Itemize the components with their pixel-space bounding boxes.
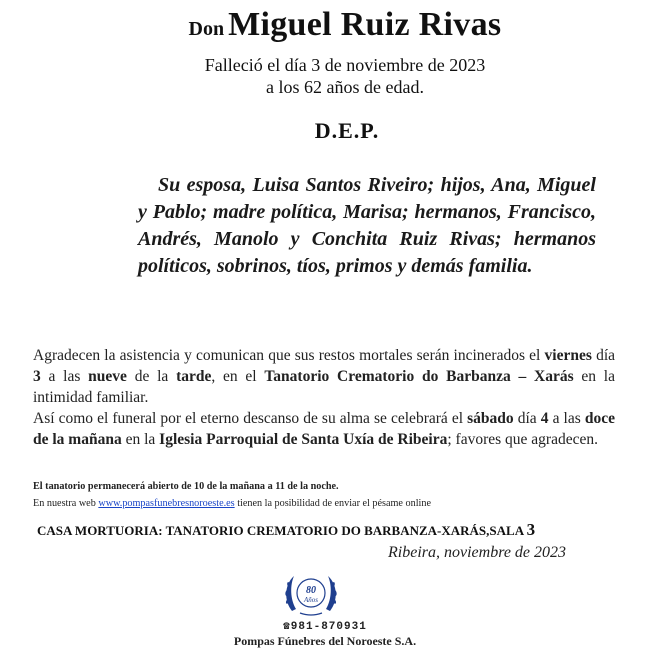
- anniversary-logo-icon: [282, 571, 340, 617]
- text-run: a las: [548, 410, 585, 427]
- text-run: Agradecen la asistencia y comunican que sus restos mortales serán incinerados el: [33, 347, 545, 364]
- text-run: a las: [40, 368, 89, 385]
- dep-heading: D.E.P.: [314, 118, 380, 143]
- company-name: Pompas Fúnebres del Noroeste S.A.: [233, 634, 417, 648]
- name-line: [40, 2, 650, 54]
- text-run-bold: viernes: [544, 347, 592, 364]
- death-date-line: Falleció el día 3 de noviembre de 2023: [204, 55, 486, 75]
- logo-number: 80: [306, 585, 316, 596]
- cremation-paragraph: [33, 345, 615, 408]
- text-run-bold: sábado: [467, 410, 514, 427]
- text-run-bold: nueve: [88, 368, 127, 385]
- text-run: día: [591, 347, 616, 364]
- text-run-bold: Tanatorio Crematorio do Barbanza – Xarás: [264, 368, 574, 385]
- web-notice-text: En nuestra web: [33, 498, 99, 509]
- web-notice-text: tienen la posibilidad de enviar el pésame online: [234, 498, 431, 509]
- text-run: , en el: [211, 368, 265, 385]
- opening-hours-notice: El tanatorio permanecerá abierto de 10 de la mañana a 11 de la noche.: [33, 481, 339, 492]
- family-paragraph: Su esposa, Luisa Santos Riveiro; hijos, Ana, Miguel y Pablo; madre política, Marisa; hermanos, Francisco, Andrés, Manolo y Conchita Ruiz Rivas; hermanos políticos, sobrinos, tíos, primos y demás familia.: [138, 174, 596, 277]
- text-run: ; favores que agradecen.: [447, 431, 598, 448]
- text-run: Así como el funeral por el eterno descanso de su alma se celebrará el: [33, 410, 468, 427]
- phone-number: ☎981-870931: [283, 621, 367, 633]
- honorific: Don: [188, 18, 225, 40]
- text-run: en la: [121, 431, 160, 448]
- text-run-bold: Iglesia Parroquial de Santa Uxía de Ribeira: [159, 431, 448, 448]
- place-date-signoff: Ribeira, noviembre de 2023: [388, 544, 567, 561]
- room-number: 3: [526, 520, 536, 539]
- text-run-bold: doce de la mañana: [33, 410, 615, 448]
- header: [0, 2, 650, 98]
- ceremony-text: [33, 345, 615, 450]
- text-run: de la: [126, 368, 177, 385]
- funeral-home-label: CASA MORTUORIA: TANATORIO CREMATORIO DO BARBANZA-XARÁS,SALA: [37, 523, 527, 538]
- text-run-bold: 3: [33, 368, 41, 385]
- text-run-bold: tarde: [176, 368, 212, 385]
- text-run: día: [513, 410, 541, 427]
- deceased-name: Miguel Ruiz Rivas: [228, 6, 502, 43]
- text-run: en la intimidad familiar.: [33, 368, 615, 406]
- funeral-home-line: [37, 520, 535, 540]
- funeral-paragraph: [33, 408, 615, 450]
- text-run-bold: 4: [540, 410, 549, 427]
- web-notice: [33, 498, 431, 509]
- age-line: a los 62 años de edad.: [266, 77, 424, 97]
- logo-word: Años: [304, 596, 318, 604]
- website-link[interactable]: www.pompasfunebresnoroeste.es: [98, 498, 235, 509]
